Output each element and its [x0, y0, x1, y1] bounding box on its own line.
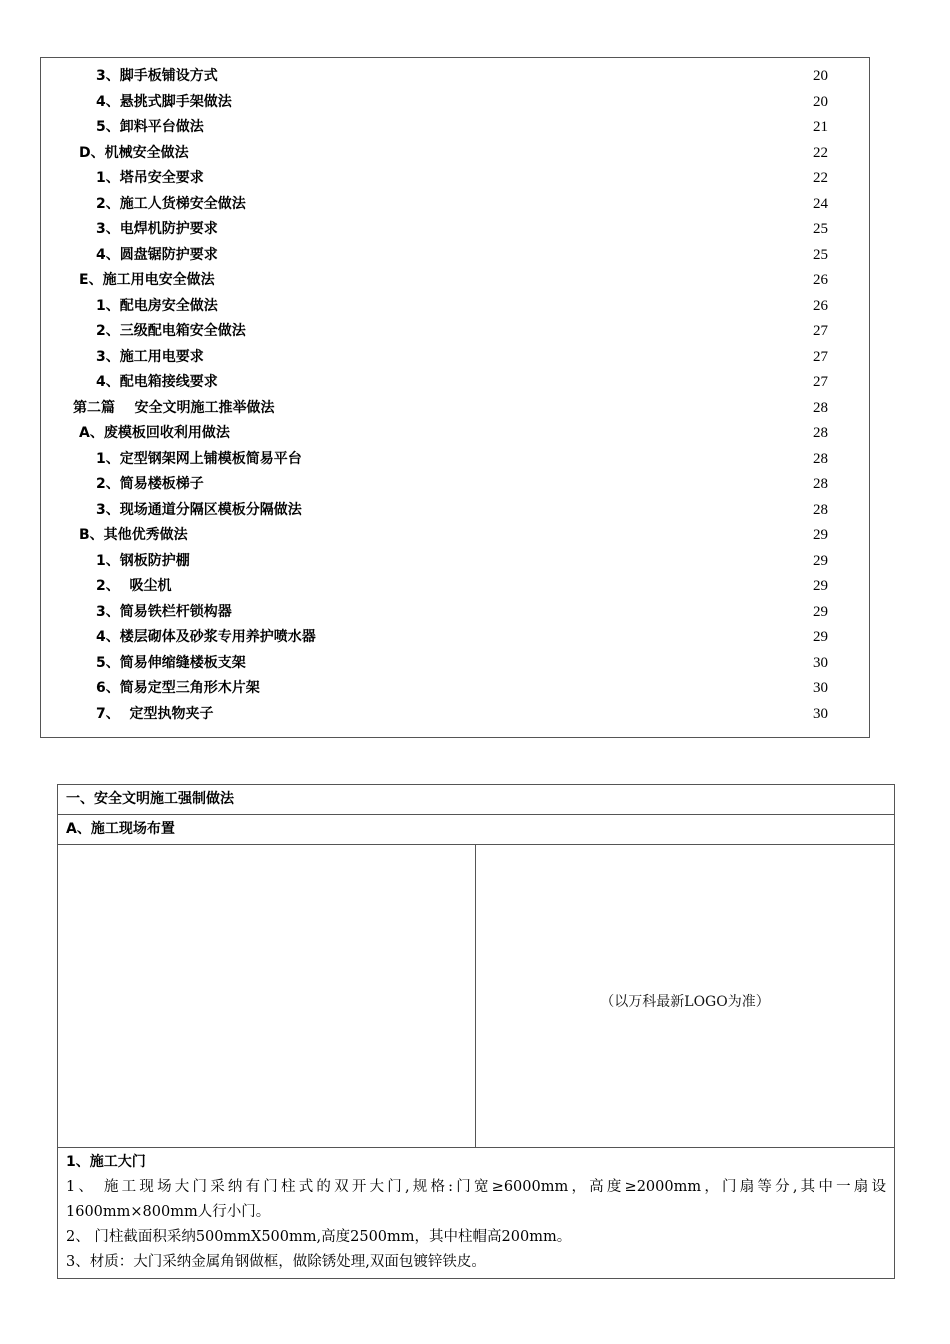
toc-entry-title: 1、塔吊安全要求: [96, 170, 204, 186]
toc-entry-title: 2、施工人货梯安全做法: [96, 195, 246, 212]
toc-entry-page: 30: [813, 680, 828, 696]
toc-entry-page: 29: [813, 603, 828, 620]
toc-entry-title: 1、钢板防护棚: [96, 552, 190, 569]
table-of-contents: [40, 57, 870, 738]
toc-entry-page: 29: [813, 578, 828, 594]
toc-entry-page: 29: [813, 629, 828, 645]
toc-entry-page: 27: [813, 348, 828, 365]
image-placeholder-left: [58, 845, 476, 1147]
toc-entry-title: 3、现场通道分隔区模板分隔做法: [96, 501, 302, 518]
toc-entry: [41, 294, 869, 319]
section-title: 一、安全文明施工强制做法: [58, 785, 894, 815]
toc-entry-title: 5、卸料平台做法: [96, 119, 204, 135]
toc-entry: [41, 549, 869, 574]
toc-entry-title: 3、施工用电要求: [96, 348, 204, 365]
toc-entry-title: 2、三级配电箱安全做法: [96, 323, 246, 339]
toc-entry-page: 26: [813, 272, 828, 288]
toc-entry-title: 3、简易铁栏杆锁构器: [96, 603, 232, 620]
toc-entry-title: 1、定型钢架网上铺模板简易平台: [96, 450, 302, 467]
section-subtitle: A、施工现场布置: [58, 815, 894, 845]
toc-entry-title: E、施工用电安全做法: [79, 272, 215, 288]
toc-entry-title: 7、 定型执物夹子: [96, 705, 214, 722]
toc-entry-page: 22: [813, 144, 828, 161]
toc-entry-title: 4、圆盘锯防护要求: [96, 246, 218, 263]
paragraph: 3、材质：大门采纳金属角钢做框，做除锈处理,双面包镀锌铁皮。: [66, 1254, 486, 1270]
toc-entry-title: 5、简易伸缩缝楼板支架: [96, 654, 246, 671]
paragraph: 2、 门柱截面积采纳500mmX500mm,高度2500mm，其中柱帽高200mm。: [66, 1229, 572, 1245]
toc-entry-page: 25: [813, 221, 828, 237]
toc-entry-page: 29: [813, 527, 828, 543]
toc-entry: [41, 651, 869, 676]
toc-entry-title: 3、脚手板铺设方式: [96, 68, 218, 84]
toc-entry-title: 2、简易楼板梯子: [96, 476, 204, 492]
toc-entry: [41, 166, 869, 191]
item-title: 1、施工大门: [66, 1154, 146, 1170]
toc-entry-page: 26: [813, 297, 828, 314]
toc-entry: [41, 64, 869, 89]
toc-entry: [41, 192, 869, 217]
toc-entry: [41, 676, 869, 701]
toc-entry: [41, 115, 869, 140]
toc-entry-page: 27: [813, 323, 828, 339]
toc-entry: [41, 243, 869, 268]
toc-entry-title: A、废模板回收利用做法: [79, 425, 230, 441]
image-placeholder-right: [476, 845, 894, 1147]
toc-entry: [41, 217, 869, 242]
toc-entry: [41, 319, 869, 344]
toc-entry-page: 24: [813, 195, 828, 212]
toc-entry-title: 2、 吸尘机: [96, 578, 172, 594]
toc-entry-title: 6、简易定型三角形木片架: [96, 680, 260, 696]
toc-entry-title: 3、电焊机防护要求: [96, 221, 218, 237]
toc-entry-page: 28: [813, 399, 828, 416]
toc-entry-title: 4、悬挑式脚手架做法: [96, 93, 232, 110]
toc-entry: [41, 396, 869, 421]
toc-entry-page: 27: [813, 374, 828, 390]
section-table: [57, 784, 895, 1279]
toc-entry: [41, 600, 869, 625]
toc-entry-title: 4、配电箱接线要求: [96, 374, 218, 390]
toc-entry-title: 4、楼层砌体及砂浆专用养护喷水器: [96, 629, 316, 645]
toc-entry-page: 29: [813, 552, 828, 569]
toc-entry: [41, 447, 869, 472]
toc-entry-page: 28: [813, 450, 828, 467]
toc-entry-page: 30: [813, 705, 828, 722]
toc-entry: [41, 90, 869, 115]
toc-entry: [41, 345, 869, 370]
image-row: [58, 845, 894, 1148]
toc-entry: [41, 421, 869, 446]
toc-entry: [41, 625, 869, 650]
toc-entry-page: 20: [813, 68, 828, 84]
toc-entry-page: 28: [813, 476, 828, 492]
toc-entry: [41, 574, 869, 599]
logo-note: （以万科最新LOGO为准）: [600, 994, 770, 1010]
toc-entry: [41, 370, 869, 395]
toc-entry-title: D、机械安全做法: [79, 144, 189, 161]
toc-entry-page: 21: [813, 119, 828, 135]
toc-entry: [41, 523, 869, 548]
toc-entry-page: 22: [813, 170, 828, 186]
toc-entry-page: 25: [813, 246, 828, 263]
toc-entry-page: 30: [813, 654, 828, 671]
toc-entry-title: B、其他优秀做法: [79, 527, 188, 543]
toc-entry-title: 1、配电房安全做法: [96, 297, 218, 314]
paragraph: 1、 施工现场大门采纳有门柱式的双开大门,规格:门宽≥6000mm，高度≥2000mm，门扇等分,其中一扇设1600mm×800mm人行小门。: [66, 1179, 886, 1220]
toc-entry: [41, 472, 869, 497]
toc-entry-page: 28: [813, 501, 828, 518]
toc-entry-page: 20: [813, 93, 828, 110]
gate-description: [66, 1150, 886, 1275]
toc-entry-page: 28: [813, 425, 828, 441]
toc-entry: [41, 498, 869, 523]
toc-entry: [41, 702, 869, 727]
toc-entry: [41, 268, 869, 293]
toc-entry: [41, 141, 869, 166]
toc-entry-title: 第二篇 安全文明施工推举做法: [73, 399, 275, 416]
